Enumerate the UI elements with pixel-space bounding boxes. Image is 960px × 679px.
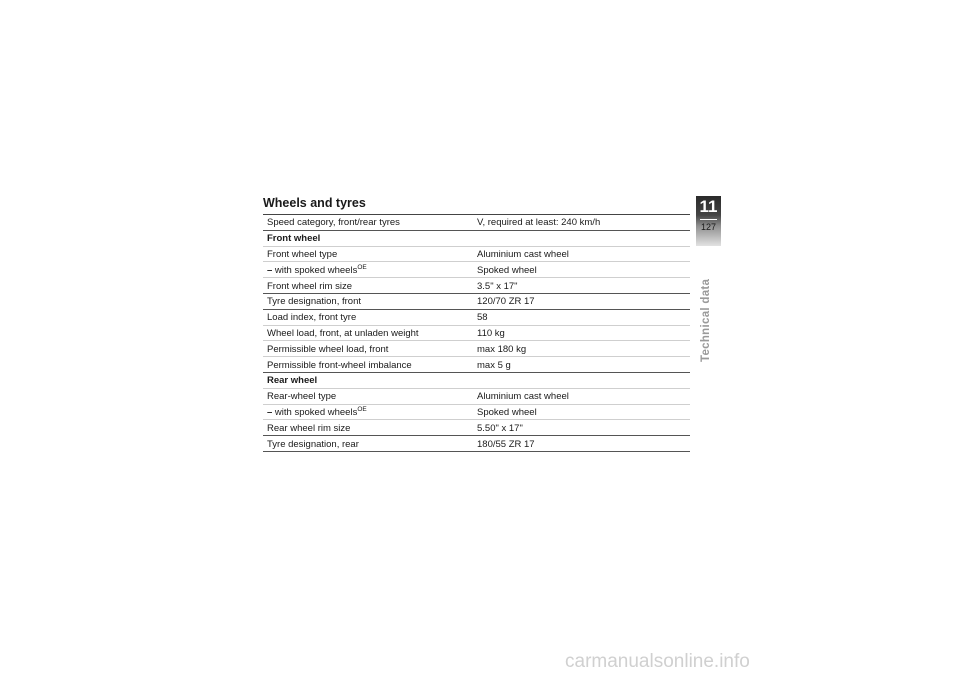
- oe-superscript: OE: [357, 263, 367, 271]
- oe-superscript: OE: [357, 405, 367, 413]
- spec-label-compound: [263, 262, 473, 278]
- table-row: [263, 420, 690, 436]
- group-heading-front-wheel: Front wheel: [263, 230, 690, 246]
- table-row: [263, 278, 690, 294]
- spec-value: 120/70 ZR 17: [473, 293, 690, 309]
- spec-value: max 5 g: [473, 357, 690, 373]
- spec-label: Front wheel type: [263, 246, 473, 262]
- table-row: [263, 436, 690, 452]
- table-row: [263, 357, 690, 373]
- spec-value: Aluminium cast wheel: [473, 388, 690, 404]
- spec-label: Wheel load, front, at unladen weight: [263, 325, 473, 341]
- spec-value: 5.50" x 17": [473, 420, 690, 436]
- table-row: [263, 246, 690, 262]
- chapter-number: 11: [699, 197, 718, 216]
- spec-label: Tyre designation, rear: [263, 436, 473, 452]
- table-row: [263, 325, 690, 341]
- spec-label: Permissible front-wheel imbalance: [263, 357, 473, 373]
- group-heading-row: [263, 372, 690, 388]
- spec-value: V, required at least: 240 km/h: [473, 215, 690, 231]
- chapter-side-label: Technical data: [700, 278, 712, 362]
- page-number: 127: [700, 222, 717, 232]
- spec-value: 3.5" x 17": [473, 278, 690, 294]
- spec-label: Front wheel rim size: [263, 278, 473, 294]
- table-row: [263, 341, 690, 357]
- spec-label: Permissible wheel load, front: [263, 341, 473, 357]
- spec-value: Spoked wheel: [473, 262, 690, 278]
- spec-value: Aluminium cast wheel: [473, 246, 690, 262]
- spec-label: with spoked wheels: [272, 264, 358, 276]
- table-row: [263, 388, 690, 404]
- dash-marker: –: [267, 264, 273, 276]
- chapter-divider: [700, 219, 717, 220]
- table-row: [263, 262, 690, 278]
- spec-label: Rear-wheel type: [263, 388, 473, 404]
- spec-value: Spoked wheel: [473, 404, 690, 420]
- spec-label: Speed category, front/rear tyres: [263, 215, 473, 231]
- spec-label: Tyre designation, front: [263, 293, 473, 309]
- group-heading-row: [263, 230, 690, 246]
- chapter-tab: [696, 196, 721, 246]
- section-title: Wheels and tyres: [263, 196, 366, 210]
- watermark: carmanualsonline.info: [565, 651, 750, 672]
- table-row: [263, 404, 690, 420]
- table-row: [263, 309, 690, 325]
- spec-value: 58: [473, 309, 690, 325]
- spec-value: 180/55 ZR 17: [473, 436, 690, 452]
- spec-value: max 180 kg: [473, 341, 690, 357]
- dash-marker: –: [267, 406, 273, 418]
- spec-label: Load index, front tyre: [263, 309, 473, 325]
- table-row: [263, 215, 690, 231]
- spec-label: with spoked wheels: [272, 406, 358, 418]
- group-heading-rear-wheel: Rear wheel: [263, 372, 690, 388]
- spec-label: Rear wheel rim size: [263, 420, 473, 436]
- spec-label-compound: [263, 404, 473, 420]
- wheels-tyres-spec-table: [263, 214, 690, 452]
- spec-value: 110 kg: [473, 325, 690, 341]
- table-row: [263, 293, 690, 309]
